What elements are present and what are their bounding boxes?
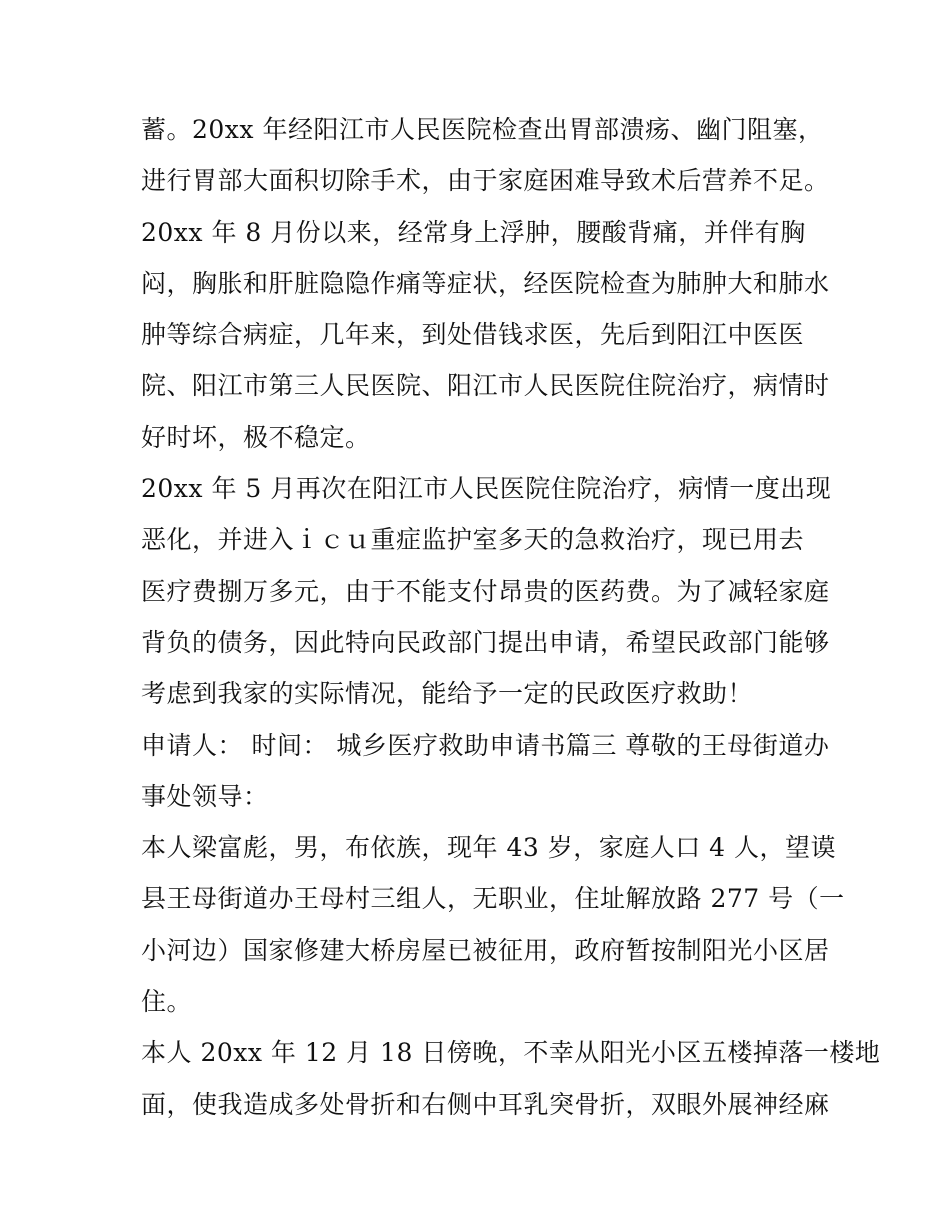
text-line: 医疗费捌万多元，由于不能支付昂贵的医药费。为了减轻家庭 — [141, 576, 830, 606]
text-line: 事处领导： — [141, 781, 269, 811]
text-line: 本人 20xx 年 12 月 18 日傍晚，不幸从阳光小区五楼掉落一楼地 — [141, 1038, 881, 1068]
text-line: 小河边）国家修建大桥房屋已被征用，政府暂按制阳光小区居 — [141, 935, 830, 965]
text-line: 面，使我造成多处骨折和右侧中耳乳突骨折，双眼外展神经麻 — [141, 1089, 830, 1119]
text-line: 院、阳江市第三人民医院、阳江市人民医院住院治疗，病情时 — [141, 371, 830, 401]
text-line: 恶化，并进入ｉｃｕ重症监护室多天的急救治疗，现已用去 — [141, 525, 805, 555]
body-text — [141, 104, 881, 1130]
text-line: 蓄。20xx 年经阳江市人民医院检查出胃部溃疡、幽门阻塞， — [141, 115, 824, 144]
text-line: 20xx 年 5 月再次在阳江市人民医院住院治疗，病情一度出现 — [141, 474, 832, 504]
text-line: 考虑到我家的实际情况，能给予一定的民政医疗救助！ — [141, 679, 754, 709]
text-line: 申请人： 时间： 城乡医疗救助申请书篇三 尊敬的王母街道办 — [141, 730, 830, 760]
text-line: 闷，胸胀和肝脏隐隐作痛等症状，经医院检查为肺肿大和肺水 — [141, 268, 830, 298]
text-line: 本人梁富彪，男，布依族，现年 43 岁，家庭人口 4 人，望谟 — [141, 833, 837, 863]
text-line: 住。 — [141, 987, 193, 1017]
text-line: 县王母街道办王母村三组人，无职业，住址解放路 277 号（一 — [141, 884, 845, 914]
text-line: 好时坏，极不稳定。 — [141, 422, 371, 452]
text-line: 背负的债务，因此特向民政部门提出申请，希望民政部门能够 — [141, 627, 830, 657]
text-line: 进行胃部大面积切除手术，由于家庭困难导致术后营养不足。 — [141, 166, 830, 196]
text-line: 20xx 年 8 月份以来，经常身上浮肿，腰酸背痛，并伴有胸 — [141, 217, 806, 247]
text-line: 肿等综合病症，几年来，到处借钱求医，先后到阳江中医医 — [141, 320, 805, 350]
